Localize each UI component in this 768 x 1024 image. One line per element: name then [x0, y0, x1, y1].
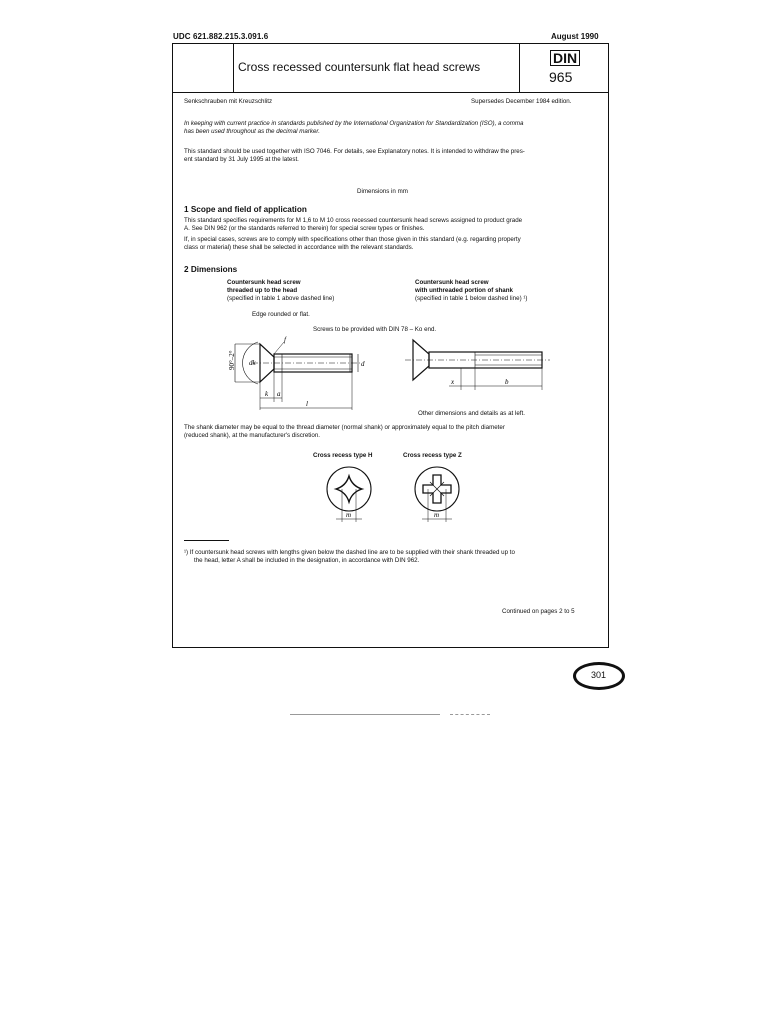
angle-label: 90°–2° [228, 350, 236, 370]
x-label: x [451, 378, 455, 386]
right-caption-sub: with unthreaded portion of shank [415, 287, 513, 294]
scope-p1-line2: A. See DIN 962 (or the standards referred to therein) for special screw types or finishes. [184, 225, 425, 232]
right-caption-note: (specified in table 1 below dashed line) ¹) [415, 295, 528, 302]
din-number: 965 [549, 69, 573, 85]
iso-note-line2: has been used throughout as the decimal marker. [184, 128, 320, 135]
m-label-z: m [434, 511, 440, 519]
recess-z-caption: Cross recess type Z [403, 452, 462, 459]
scan-mark-dashed [450, 714, 490, 715]
usage-note-line2: ent standard by 31 July 1995 at the latest. [184, 156, 299, 163]
screw-threaded-drawing [222, 332, 372, 416]
l-label: l [306, 400, 308, 408]
continued-note: Continued on pages 2 to 5 [502, 608, 575, 615]
recess-h-caption: Cross recess type H [313, 452, 373, 459]
german-title: Senkschrauben mit Kreuzschlitz [184, 98, 273, 105]
m-label-h: m [346, 511, 352, 519]
dk-label: dk [249, 359, 256, 367]
edge-note: Edge rounded or flat. [252, 311, 310, 318]
header-divider-right [519, 43, 520, 93]
screw-unthreaded-drawing [405, 336, 550, 396]
section1-heading: 1 Scope and field of application [184, 205, 307, 214]
shank-note-line1: The shank diameter may be equal to the thread diameter (normal shank) or approximately equal to the pitch diameter [184, 424, 505, 431]
left-caption-sub: threaded up to the head [227, 287, 298, 294]
f-label: f [284, 336, 286, 344]
iso-note-line1: In keeping with current practice in standards published by the International Organization for Standardization (ISO), a comma [184, 120, 524, 127]
scope-p2-line1: If, in special cases, screws are to comply with specifications other than those given in this standard (e.g. regarding property [184, 236, 521, 243]
footnote-line1: ¹) If countersunk head screws with lengths given below the dashed line are to be supplied with their shank threaded up to [184, 549, 515, 556]
cross-recess-h-drawing [322, 464, 376, 528]
section2-heading: 2 Dimensions [184, 265, 238, 274]
b-label: b [505, 378, 509, 386]
right-caption-title: Countersunk head screw [415, 279, 489, 286]
scope-p1-line1: This standard specifies requirements for M 1,6 to M 10 cross recessed countersunk head screws assigned to product grade [184, 217, 523, 224]
k-label: k [265, 390, 269, 398]
end-note: Screws to be provided with DIN 78 – Ko end. [313, 326, 437, 333]
scan-mark [290, 714, 440, 715]
shank-note-line2: (reduced shank), at the manufacturer's discretion. [184, 432, 320, 439]
publication-date: August 1990 [551, 32, 599, 41]
document-title: Cross recessed countersunk flat head screws [238, 60, 481, 74]
scope-p2-line2: class or material) these shall be selected in accordance with the relevant standards. [184, 244, 414, 251]
dimensions-note: Dimensions in mm [357, 188, 408, 195]
udc-code: UDC 621.882.215.3.091.6 [173, 32, 269, 41]
header-divider [172, 92, 609, 93]
footnote-rule [184, 540, 229, 541]
din-logo: DIN [550, 50, 580, 66]
left-caption-note: (specified in table 1 above dashed line) [227, 295, 335, 302]
other-dims-note: Other dimensions and details as at left. [418, 410, 525, 417]
page-number: 301 [591, 670, 607, 680]
a-label: a [277, 390, 281, 398]
left-caption-title: Countersunk head screw [227, 279, 301, 286]
header-divider-left [233, 43, 234, 93]
d-label: d [361, 360, 365, 368]
cross-recess-z-drawing [410, 464, 464, 528]
usage-note-line1: This standard should be used together with ISO 7046. For details, see Explanatory notes. It is intended to withdraw the pres- [184, 148, 525, 155]
supersedes-note: Supersedes December 1984 edition. [471, 98, 572, 105]
footnote-line2: the head, letter A shall be included in the designation, in accordance with DIN 962. [194, 557, 420, 564]
